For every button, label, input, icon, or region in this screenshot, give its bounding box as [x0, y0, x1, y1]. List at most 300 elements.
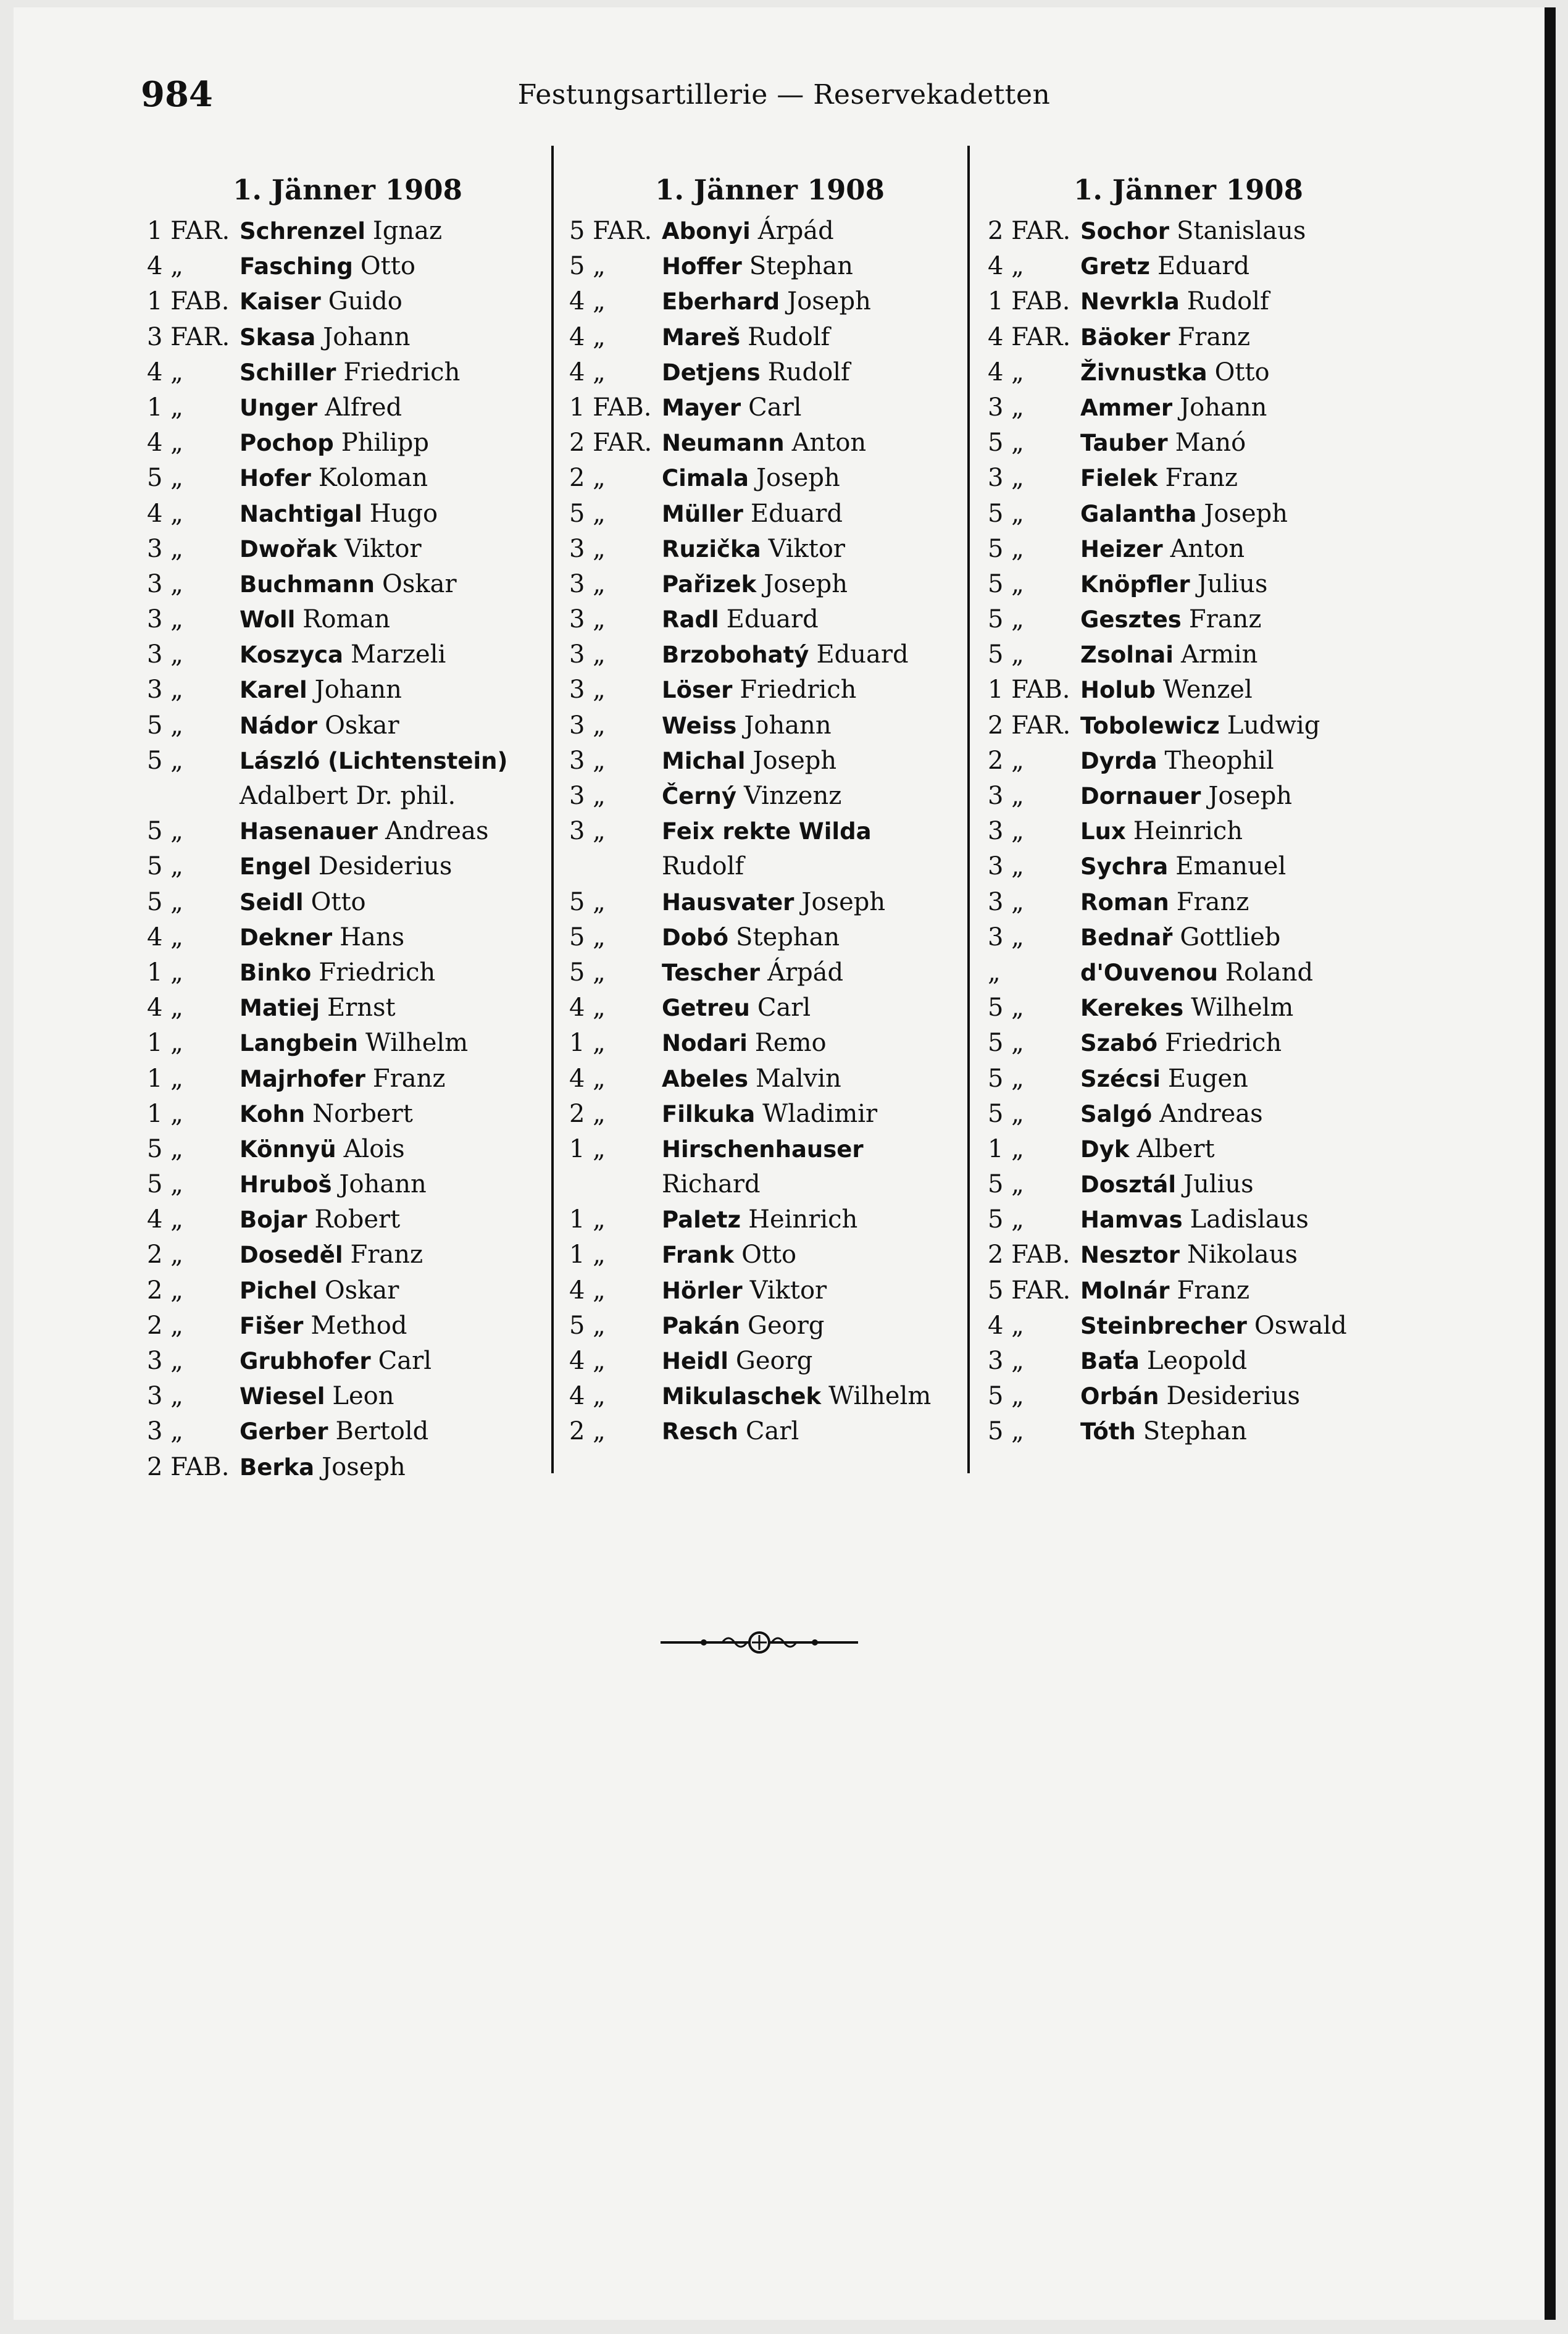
list-item	[988, 1167, 1389, 1202]
unit-label: 3 „	[569, 569, 606, 598]
unit-label: 5 „	[988, 605, 1024, 634]
given-name: Hans	[340, 922, 405, 952]
list-item	[569, 461, 970, 496]
given-name: Ludwig	[1227, 711, 1320, 740]
unit-label: 4 „	[569, 1382, 606, 1411]
unit-label: 3 „	[147, 605, 183, 634]
unit-label: 1 „	[569, 1029, 606, 1058]
list-item	[569, 708, 970, 743]
surname: Mareš	[662, 324, 741, 351]
given-name: Otto	[360, 252, 415, 281]
surname: Neumann	[662, 430, 785, 457]
given-name: Ladislaus	[1190, 1205, 1309, 1234]
list-item	[988, 637, 1389, 672]
list-item	[569, 249, 970, 284]
list-item	[988, 743, 1389, 779]
surname: Steinbrecher	[1080, 1312, 1247, 1339]
unit-label: 5 „	[988, 569, 1024, 598]
list-item	[147, 1167, 548, 1202]
surname: Kerekes	[1080, 995, 1184, 1022]
surname: Dobó	[662, 924, 729, 951]
surname: Weiss	[662, 712, 737, 739]
unit-label: 2 FAB.	[988, 1240, 1070, 1269]
list-item	[988, 214, 1389, 249]
given-name: Stephan	[749, 252, 853, 281]
list-item	[988, 779, 1389, 814]
given-name: Johann	[744, 711, 832, 740]
list-item	[988, 1097, 1389, 1132]
surname: Hruboš	[240, 1171, 332, 1198]
surname: Bojar	[240, 1207, 307, 1234]
list-item	[988, 1237, 1389, 1273]
unit-label: 5 „	[147, 852, 183, 881]
given-name: Leon	[332, 1382, 394, 1411]
unit-label: 5 „	[147, 464, 183, 493]
surname: Fielek	[1080, 465, 1158, 492]
surname: Pařizek	[662, 571, 757, 598]
surname: Fasching	[240, 253, 353, 280]
unit-label: 4 „	[147, 429, 183, 458]
given-name: Johann	[339, 1170, 427, 1199]
unit-label: 3 „	[147, 1382, 183, 1411]
surname: Ruzička	[662, 535, 761, 563]
given-name: Eduard	[816, 640, 909, 669]
unit-label: 5 „	[988, 1064, 1024, 1093]
list-item	[988, 1308, 1389, 1344]
unit-label: 2 „	[569, 1417, 606, 1446]
given-name: Ernst	[327, 993, 396, 1023]
surname: Abonyi	[662, 218, 751, 245]
given-name: Eduard	[726, 605, 819, 634]
surname: Dekner	[240, 924, 333, 951]
list-item	[988, 1344, 1389, 1379]
given-name: Viktor	[749, 1276, 827, 1305]
surname: Schiller	[240, 359, 336, 386]
given-name: Stephan	[1143, 1417, 1247, 1446]
list-item	[569, 779, 970, 814]
name-list	[569, 214, 970, 1450]
unit-label: 1 FAB.	[988, 676, 1070, 705]
given-name: Joseph	[753, 746, 837, 775]
given-name: Franz	[350, 1240, 423, 1269]
given-name: Franz	[1176, 887, 1249, 916]
list-item	[147, 1379, 548, 1414]
given-name: Franz	[1188, 605, 1262, 634]
given-name: Johann	[1180, 393, 1267, 422]
surname: Gesztes	[1080, 606, 1182, 634]
unit-label: 3 FAR.	[147, 322, 230, 351]
unit-label: 3 „	[147, 1347, 183, 1375]
unit-label	[147, 779, 240, 814]
surname: Dyk	[1080, 1136, 1130, 1163]
unit-label: 4 „	[988, 358, 1024, 387]
given-name: Ignaz	[372, 217, 443, 245]
list-item	[988, 602, 1389, 637]
surname: Ammer	[1080, 394, 1173, 421]
column-heading: 1. Jänner 1908	[233, 174, 462, 206]
given-name: Rudolf	[767, 358, 850, 387]
list-item	[569, 990, 970, 1026]
list-item	[147, 425, 548, 461]
list-item	[569, 637, 970, 672]
list-item	[569, 425, 970, 461]
given-name: Armin	[1180, 640, 1258, 669]
list-item	[147, 390, 548, 425]
surname: Mikulaschek	[662, 1383, 822, 1410]
list-item	[147, 602, 548, 637]
unit-label: 5 „	[569, 887, 606, 916]
surname: Živnustka	[1080, 359, 1207, 386]
given-name: Eduard	[1157, 252, 1250, 281]
surname: Nodari	[662, 1030, 748, 1057]
surname: Salgó	[1080, 1100, 1153, 1127]
unit-label: 1 „	[147, 1099, 183, 1128]
list-item	[569, 567, 970, 602]
list-item	[569, 920, 970, 955]
list-item	[569, 355, 970, 390]
list-item	[988, 1379, 1389, 1414]
given-name: Friedrich	[343, 358, 461, 387]
surname: Pichel	[240, 1277, 317, 1304]
list-item	[147, 849, 548, 884]
given-name: Stanislaus	[1177, 217, 1306, 245]
list-item	[147, 1273, 548, 1308]
column-3	[988, 167, 1389, 1450]
unit-label: 5 „	[988, 429, 1024, 458]
unit-label: 1 „	[147, 1029, 183, 1058]
given-name: Nikolaus	[1186, 1240, 1298, 1269]
surname: Dwořak	[240, 535, 338, 563]
column-2	[569, 167, 970, 1450]
given-name: Franz	[1165, 464, 1238, 493]
surname: Engel	[240, 853, 311, 880]
unit-label: 1 „	[569, 1205, 606, 1234]
unit-label: 4 „	[147, 993, 183, 1023]
surname: Seidl	[240, 889, 304, 916]
unit-label: 3 „	[569, 782, 606, 810]
unit-label: 5 „	[988, 1205, 1024, 1234]
unit-label: 3 „	[569, 817, 606, 846]
unit-label: 1 „	[988, 1134, 1024, 1163]
list-item	[569, 1167, 970, 1202]
given-name: Carl	[748, 393, 802, 422]
list-item	[988, 990, 1389, 1026]
list-item	[569, 1026, 970, 1061]
list-item	[988, 1132, 1389, 1167]
surname: Gretz	[1080, 253, 1150, 280]
unit-label: 4 „	[988, 252, 1024, 281]
surname: Galantha	[1080, 500, 1197, 527]
given-name: Wilhelm	[365, 1029, 469, 1058]
given-name: Roman	[302, 605, 391, 634]
given-name: Method	[311, 1311, 407, 1340]
list-item	[988, 708, 1389, 743]
unit-label: 4 „	[569, 1347, 606, 1375]
unit-label: 3 „	[988, 393, 1024, 422]
surname: Hofer	[240, 465, 311, 492]
list-item	[147, 779, 548, 814]
unit-label: 5 „	[988, 1382, 1024, 1411]
surname: Woll	[240, 606, 296, 634]
list-item	[147, 1097, 548, 1132]
given-name: Roland	[1225, 958, 1314, 987]
given-name: Carl	[757, 993, 811, 1023]
unit-label: 3 „	[988, 817, 1024, 846]
surname: Nesztor	[1080, 1242, 1180, 1269]
given-name: Otto	[311, 887, 366, 916]
list-item	[147, 532, 548, 567]
surname: Kaiser	[240, 288, 321, 316]
unit-label: 3 „	[988, 1347, 1024, 1375]
given-name: Alfred	[325, 393, 402, 422]
given-name: Franz	[1177, 1276, 1250, 1305]
unit-label: 3 „	[147, 569, 183, 598]
given-name: Albert	[1136, 1134, 1215, 1163]
unit-label: 3 „	[147, 640, 183, 669]
surname: Hoffer	[662, 253, 742, 280]
list-item	[569, 1344, 970, 1379]
surname: Szécsi	[1080, 1065, 1161, 1092]
list-item	[569, 1061, 970, 1097]
surname: Fišer	[240, 1312, 304, 1339]
surname: Hamvas	[1080, 1207, 1183, 1234]
list-item	[147, 814, 548, 849]
surname: Müller	[662, 500, 743, 527]
surname: Feix rekte Wilda	[662, 818, 872, 845]
surname: Molnár	[1080, 1277, 1170, 1304]
list-item	[988, 849, 1389, 884]
surname: Michal	[662, 747, 746, 774]
list-item	[988, 920, 1389, 955]
list-item	[569, 214, 970, 249]
list-item	[569, 1273, 970, 1308]
unit-label: 5 „	[988, 1170, 1024, 1199]
list-item	[988, 885, 1389, 920]
column-divider-left	[551, 146, 554, 1473]
unit-label: 2 FAR.	[988, 711, 1071, 740]
given-name: Koloman	[318, 464, 428, 493]
given-name: Remo	[754, 1029, 827, 1058]
list-item	[147, 249, 548, 284]
list-item	[988, 390, 1389, 425]
unit-label: 5 „	[569, 499, 606, 528]
given-name: Richard	[662, 1170, 761, 1199]
unit-label: 3 „	[569, 640, 606, 669]
list-item	[147, 320, 548, 355]
given-name: Wenzel	[1162, 676, 1253, 705]
unit-label: 4 „	[569, 1276, 606, 1305]
surname: Eberhard	[662, 288, 780, 316]
surname: Majrhofer	[240, 1065, 365, 1092]
surname: Hörler	[662, 1277, 743, 1304]
unit-label: 4 „	[147, 499, 183, 528]
given-name: Joseph	[764, 569, 848, 598]
list-item	[569, 849, 970, 884]
list-item	[988, 1061, 1389, 1097]
given-name: Joseph	[1204, 499, 1288, 528]
given-name: Guido	[328, 287, 402, 316]
given-name: Andreas	[385, 817, 489, 846]
unit-label: 4 „	[569, 322, 606, 351]
surname: László (Lichtenstein)	[240, 747, 508, 774]
given-name: Alois	[343, 1134, 405, 1163]
given-name: Rudolf	[662, 852, 744, 881]
unit-label: 2 FAR.	[988, 217, 1071, 245]
unit-label: 1 „	[569, 1134, 606, 1163]
given-name: Árpád	[757, 217, 834, 245]
name-list	[147, 214, 548, 1485]
given-name: Malvin	[756, 1064, 841, 1093]
list-item	[988, 320, 1389, 355]
unit-label: 1 FAB.	[147, 287, 230, 316]
surname: Cimala	[662, 465, 749, 492]
list-item	[988, 1026, 1389, 1061]
given-name: Georg	[735, 1347, 813, 1375]
list-item	[147, 708, 548, 743]
list-item	[147, 1132, 548, 1167]
surname: Bäoker	[1080, 324, 1170, 351]
surname: Baťa	[1080, 1348, 1140, 1374]
list-item	[147, 1450, 548, 1485]
unit-label: 5 „	[988, 640, 1024, 669]
surname: Černý	[662, 783, 736, 809]
given-name: Oskar	[382, 569, 457, 598]
list-item	[147, 955, 548, 990]
given-name: Joseph	[801, 887, 886, 916]
surname: Unger	[240, 394, 318, 421]
surname: Pochop	[240, 430, 334, 457]
surname: Dyrda	[1080, 747, 1157, 774]
ornament-divider-icon	[654, 1624, 864, 1661]
unit-label: 2 „	[147, 1276, 183, 1305]
given-name: Adalbert Dr. phil.	[240, 782, 456, 810]
surname: Heizer	[1080, 535, 1163, 563]
surname: Tescher	[662, 959, 761, 986]
surname: Tóth	[1080, 1418, 1136, 1445]
given-name: Desiderius	[318, 852, 452, 881]
given-name: Rudolf	[1186, 287, 1269, 316]
given-name: Joseph	[322, 1452, 406, 1481]
given-name: Leopold	[1146, 1347, 1248, 1375]
list-item	[569, 320, 970, 355]
unit-label: 5 „	[988, 499, 1024, 528]
surname: Koszyca	[240, 642, 344, 669]
surname: Kohn	[240, 1100, 306, 1127]
given-name: Stephan	[736, 922, 840, 952]
given-name: Oskar	[325, 711, 399, 740]
list-item	[147, 1026, 548, 1061]
list-item	[569, 672, 970, 708]
unit-label: 5 „	[569, 252, 606, 281]
list-item	[988, 496, 1389, 532]
given-name: Desiderius	[1166, 1382, 1301, 1411]
given-name: Marzeli	[351, 640, 446, 669]
unit-label: 5 „	[569, 958, 606, 987]
unit-label: 1 „	[147, 1064, 183, 1093]
column-heading: 1. Jänner 1908	[1074, 174, 1303, 206]
given-name: Julius	[1183, 1170, 1254, 1199]
surname: Bednař	[1080, 924, 1173, 951]
surname: Binko	[240, 959, 312, 986]
surname: Sochor	[1080, 218, 1170, 245]
surname: Gerber	[240, 1418, 328, 1445]
unit-label: 5 „	[147, 711, 183, 740]
unit-label: 3 „	[569, 605, 606, 634]
list-item	[988, 355, 1389, 390]
unit-label: 5 „	[988, 1417, 1024, 1446]
surname: Skasa	[240, 324, 316, 351]
list-item	[569, 1414, 970, 1449]
name-list	[988, 214, 1389, 1450]
given-name: Gottlieb	[1180, 922, 1281, 952]
surname: Dornauer	[1080, 783, 1201, 809]
unit-label: 1 „	[147, 958, 183, 987]
unit-label: 3 „	[147, 534, 183, 563]
surname: Könnyü	[240, 1136, 336, 1163]
given-name: Theophil	[1164, 746, 1274, 775]
surname: Mayer	[662, 394, 741, 421]
surname: Dosztál	[1080, 1171, 1177, 1198]
given-name: Árpád	[767, 958, 844, 987]
surname: Nachtigal	[240, 500, 362, 527]
list-item	[988, 532, 1389, 567]
given-name: Friedrich	[319, 958, 436, 987]
given-name: Eugen	[1167, 1064, 1248, 1093]
unit-label: 1 „	[569, 1240, 606, 1269]
list-item	[569, 284, 970, 319]
given-name: Viktor	[344, 534, 422, 563]
list-item	[569, 1308, 970, 1344]
unit-label: „	[988, 958, 1001, 987]
list-item	[147, 885, 548, 920]
surname: Hasenauer	[240, 818, 378, 845]
given-name: Friedrich	[1165, 1029, 1282, 1058]
list-item	[988, 672, 1389, 708]
unit-label: 4 „	[147, 1205, 183, 1234]
unit-label: 2 „	[569, 464, 606, 493]
list-item	[569, 1202, 970, 1237]
list-item	[147, 214, 548, 249]
unit-label: 5 „	[569, 922, 606, 952]
unit-label: 2 „	[569, 1099, 606, 1128]
surname: Nevrkla	[1080, 288, 1180, 316]
unit-label: 3 „	[988, 464, 1024, 493]
unit-label: 1 FAB.	[988, 287, 1070, 316]
unit-label: 3 „	[988, 782, 1024, 810]
given-name: Wladimir	[762, 1099, 878, 1128]
unit-label: 4 FAR.	[988, 322, 1071, 351]
surname: Wiesel	[240, 1383, 325, 1410]
list-item	[147, 1237, 548, 1273]
given-name: Viktor	[768, 534, 846, 563]
unit-label: 2 „	[988, 746, 1024, 775]
given-name: Carl	[378, 1347, 432, 1375]
surname: Paletz	[662, 1207, 741, 1234]
unit-label: 2 „	[147, 1311, 183, 1340]
unit-label: 4 „	[147, 252, 183, 281]
unit-label: 3 „	[988, 852, 1024, 881]
unit-label: 5 „	[569, 1311, 606, 1340]
given-name: Eduard	[750, 499, 843, 528]
list-item	[147, 461, 548, 496]
given-name: Anton	[791, 429, 867, 458]
given-name: Johann	[314, 676, 402, 705]
unit-label: 2 FAB.	[147, 1452, 230, 1481]
surname: Pakán	[662, 1312, 741, 1339]
list-item	[569, 1097, 970, 1132]
given-name: Oskar	[324, 1276, 399, 1305]
given-name: Emanuel	[1175, 852, 1287, 881]
